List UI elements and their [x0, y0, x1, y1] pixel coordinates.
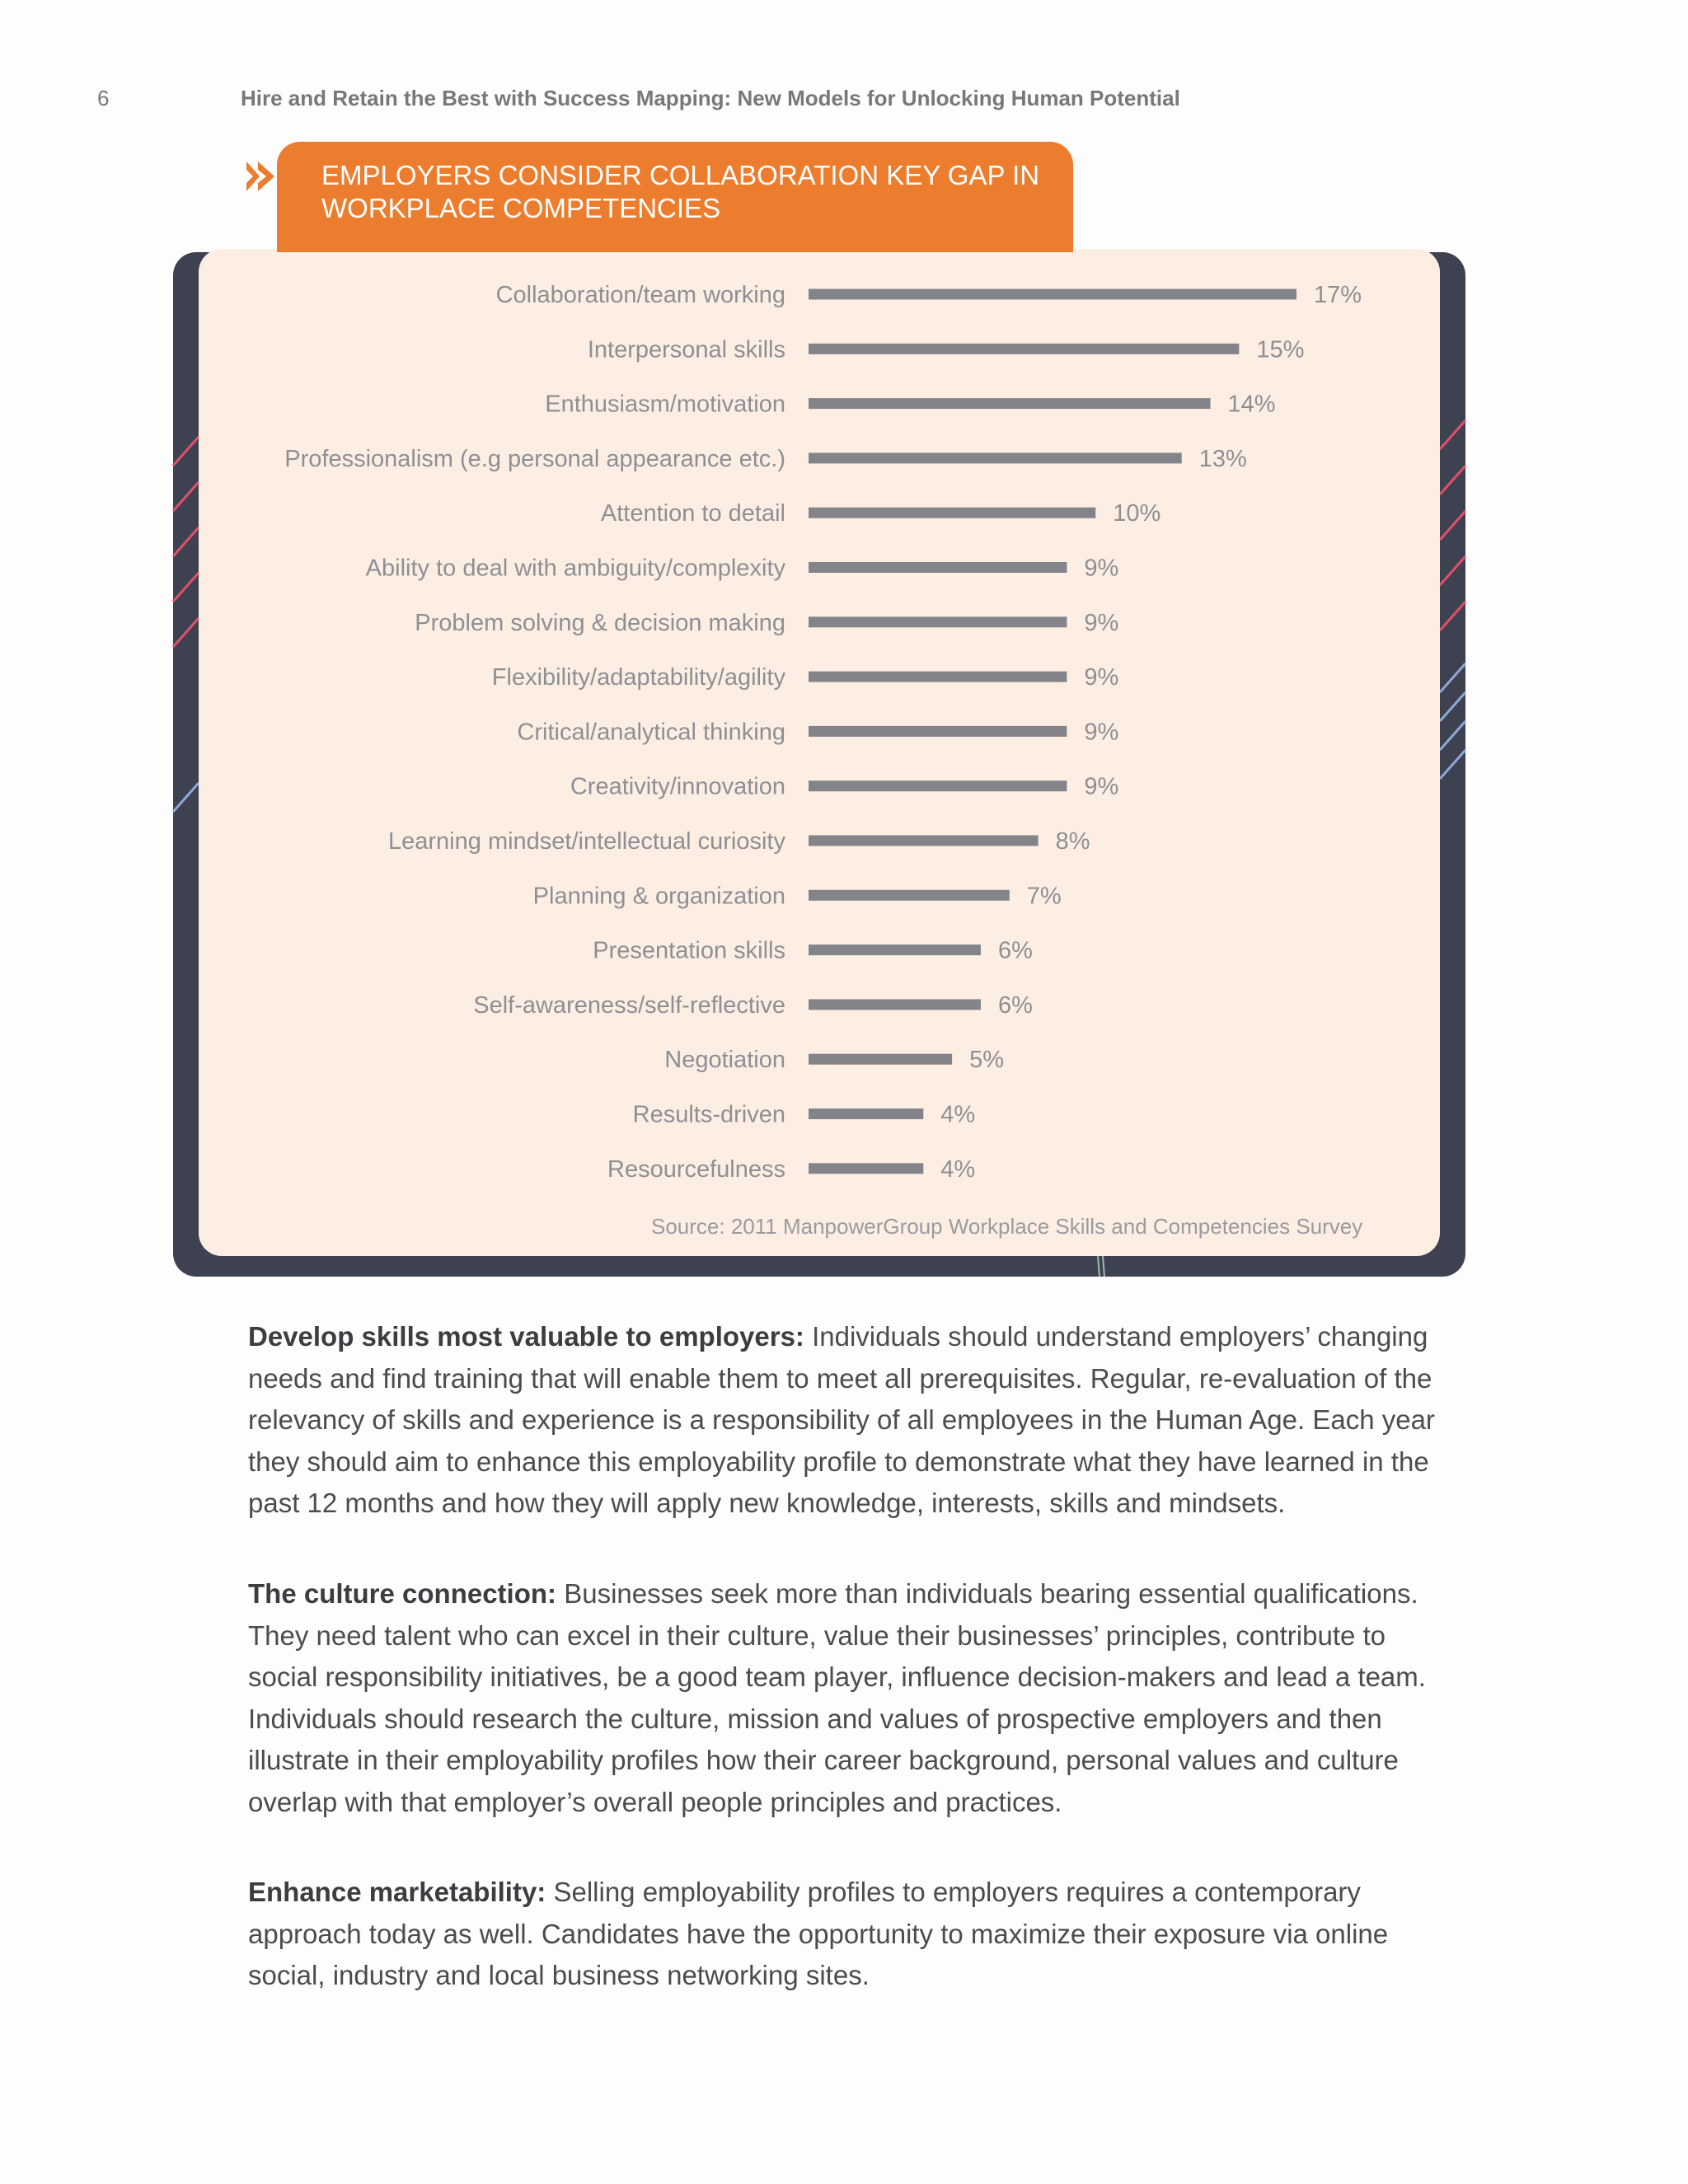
value-label: 9%: [1084, 719, 1119, 746]
bar: [809, 398, 1211, 409]
paragraph-text: Selling employability profiles to employers requires a contemporary approach today as well. Candidates have the opportunity to maximize their exposure via online social, industry and local business networking sites.: [248, 1877, 1389, 1990]
value-label: 9%: [1084, 609, 1119, 636]
paragraph-lead: Enhance marketability:: [248, 1877, 546, 1907]
category-label: Professionalism (e.g personal appearance etc.): [284, 445, 785, 472]
value-label: 7%: [1026, 883, 1062, 910]
running-title: Hire and Retain the Best with Success Mapping: New Models for Unlocking Human Potential: [241, 86, 1180, 110]
category-label: Critical/analytical thinking: [517, 719, 785, 746]
bar: [809, 1163, 923, 1174]
chart-title-line-1: EMPLOYERS CONSIDER COLLABORATION KEY GAP IN: [321, 160, 1040, 190]
bar: [809, 289, 1296, 300]
category-label: Flexibility/adaptability/agility: [491, 664, 785, 691]
bar: [809, 999, 981, 1010]
paragraph-enhance-marketability: [248, 1872, 1451, 1997]
category-label: Results-driven: [632, 1101, 785, 1128]
value-label: 4%: [940, 1155, 976, 1183]
chart-source: Source: 2011 ManpowerGroup Workplace Skills and Competencies Survey: [651, 1214, 1363, 1239]
category-label: Problem solving & decision making: [415, 609, 785, 636]
paragraph-lead: Develop skills most valuable to employers:: [248, 1321, 804, 1352]
value-label: 9%: [1084, 664, 1119, 691]
value-label: 8%: [1055, 828, 1090, 855]
category-label: Self-awareness/self-reflective: [473, 991, 785, 1019]
value-label: 10%: [1113, 500, 1161, 527]
chart-title-line-2: WORKPLACE COMPETENCIES: [321, 193, 721, 223]
bar: [809, 890, 1010, 901]
bar: [809, 726, 1067, 737]
value-label: 13%: [1198, 445, 1247, 472]
category-label: Resourcefulness: [607, 1155, 785, 1183]
value-label: 17%: [1314, 282, 1362, 308]
bar: [809, 672, 1067, 682]
bar: [809, 562, 1067, 573]
category-label: Creativity/innovation: [570, 773, 785, 800]
value-label: 6%: [997, 937, 1033, 964]
value-label: 14%: [1227, 391, 1276, 418]
page-number: 6: [97, 86, 110, 110]
value-label: 4%: [940, 1101, 976, 1128]
paragraph-text: Businesses seek more than individuals bearing essential qualifications. They need talent who can excel in their culture, value their businesses’ principles, contribute to social responsibility initiatives, be a good team player, influence decision-makers and lead a team. Individuals should research the culture, mission and values of prospective employers and then illustrate in their employability profiles how their career background, personal values and culture overlap with that employer’s overall people principles and practices.: [248, 1578, 1426, 1817]
bar: [809, 452, 1182, 463]
category-label: Enthusiasm/motivation: [545, 391, 785, 418]
value-label: 15%: [1256, 336, 1305, 363]
paragraph-text: Individuals should understand employers’ changing needs and find training that will enable them to meet all prerequisites. Regular, re-evaluation of the relevancy of skills and experience is a responsibility of all employees in the Human Age. Each year they should aim to enhance this employability profile to demonstrate what they have learned in the past 12 months and how they will apply new knowledge, interests, skills and mindsets.: [248, 1321, 1435, 1518]
paragraph-culture-connection: [248, 1573, 1451, 1823]
bar: [809, 1054, 952, 1065]
category-label: Presentation skills: [593, 937, 785, 964]
category-label: Attention to detail: [600, 500, 785, 527]
category-label: Ability to deal with ambiguity/complexity: [365, 555, 785, 582]
value-label: 9%: [1084, 773, 1119, 800]
bar: [809, 780, 1067, 791]
category-label: Learning mindset/intellectual curiosity: [388, 828, 785, 855]
value-label: 5%: [969, 1047, 1005, 1074]
bar: [809, 944, 981, 955]
bar: [809, 508, 1095, 518]
paragraph-develop-skills: [248, 1316, 1451, 1525]
bar: [809, 616, 1067, 627]
bar: [809, 344, 1239, 354]
value-label: 9%: [1084, 555, 1119, 582]
category-label: Collaboration/team working: [495, 282, 785, 308]
category-label: Negotiation: [664, 1047, 785, 1074]
category-label: Interpersonal skills: [587, 336, 785, 363]
value-label: 6%: [997, 991, 1033, 1019]
paragraph-lead: The culture connection:: [248, 1578, 557, 1609]
category-label: Planning & organization: [532, 883, 785, 910]
bar: [809, 1108, 923, 1119]
bar: [809, 836, 1039, 846]
